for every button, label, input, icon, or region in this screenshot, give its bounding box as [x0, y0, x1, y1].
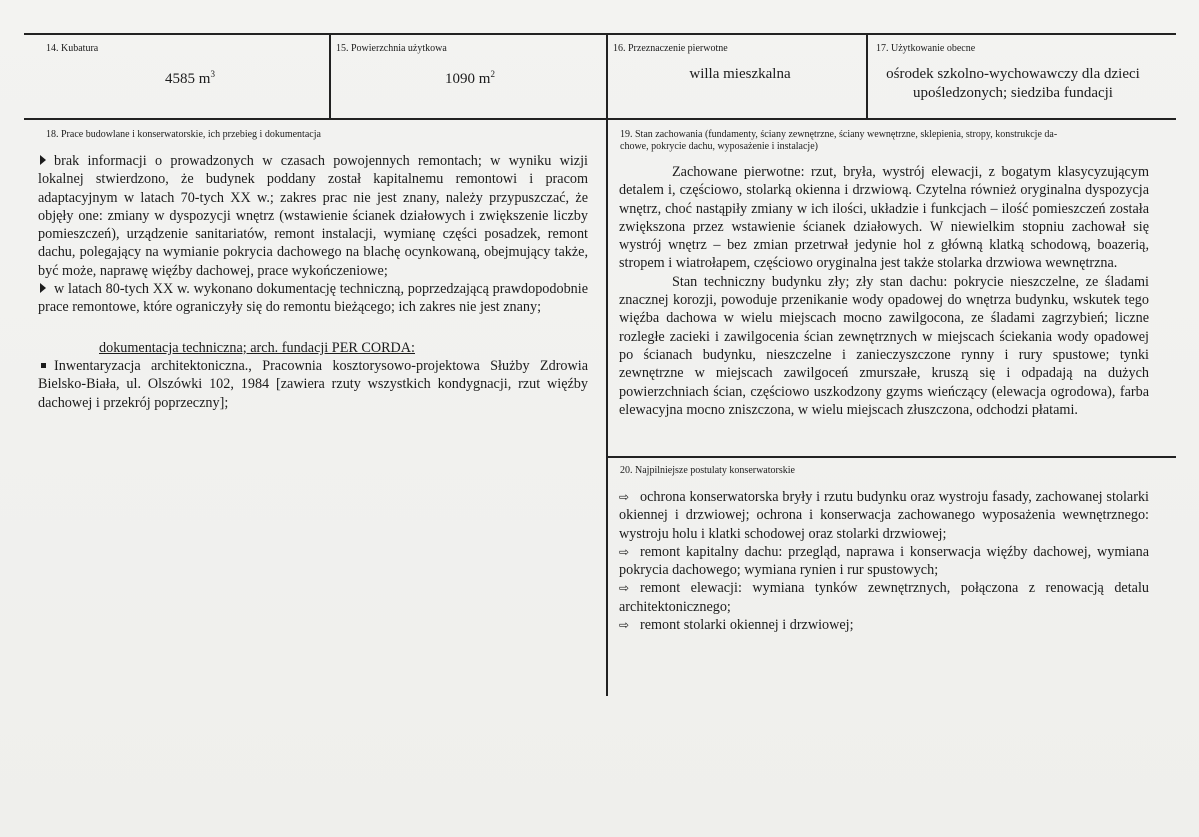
triangle-bullet-icon	[40, 283, 46, 293]
field-15-superscript: 2	[490, 69, 495, 79]
postulate-item	[619, 579, 1149, 616]
field-17-value	[870, 65, 1156, 103]
section-19-label	[620, 129, 1160, 153]
field-14-value	[100, 65, 280, 89]
field-14-superscript: 3	[210, 69, 215, 79]
documentation-item-text: Inwentaryzacja architektoniczna., Pracownia kosztorysowo-projektowa Służby Zdrowia Bielsko-Biała, ul. Olszówki 102, 1984 [zawiera rzuty wszystkich kondygnacji, rzut więźby dachowej i przekrój poprzeczny];	[38, 357, 588, 411]
field-16-value: willa mieszkalna	[689, 66, 791, 82]
field-17-line-1: ośrodek szkolno-wychowawczy dla dzieci	[886, 66, 1140, 82]
arrow-right-icon: ⇨	[619, 544, 630, 559]
main-vertical-divider	[606, 118, 608, 696]
section-19-body	[619, 163, 1149, 419]
section-19-paragraph-2: Stan techniczny budynku zły; zły stan dachu: pokrycie nieszczelne, ze śladami znacznej korozji, powoduje przenikanie wody opadowej do wnętrza budynku, wskutek tego więźba dachowa w wielu miejscach mocno zawilgocona, ze śladami zagrzybień; liczne rozległe zacieki i zawilgocenia ścian zewnętrznych w miejscach ściekania wody opadowej po ścianach budynku, nieszczelne i zanieczyszczone rynny i rury spustowe; tynki zewnętrzne w miejscach zawilgoceń zmurszałe, kruszą się i odpadają na dużych powierzchniach ścian, częściowo uszkodzony gzyms wieńczący (elewacja ogrodowa), farba elewacyjna mocno zniszczona, w wielu miejscach złuszczona, odchodzi płatami.	[619, 273, 1149, 418]
field-15-number: 1090 m	[445, 71, 491, 87]
top-border	[24, 33, 1176, 35]
postulate-item	[619, 488, 1149, 543]
section-18-label: 18. Prace budowlane i konserwatorskie, ich przebieg i dokumentacja	[46, 129, 321, 140]
postulate-item-text: remont kapitalny dachu: przegląd, naprawa i konserwacja więźby dachowej, wymiana pokrycia dachowego; wymiana rynien i rur spustowych;	[619, 543, 1149, 579]
section-18-body	[38, 152, 588, 412]
section-18-item-1	[38, 152, 588, 280]
field-16-label: 16. Przeznaczenie pierwotne	[613, 43, 728, 54]
section-20-label: 20. Najpilniejsze postulaty konserwatorskie	[620, 465, 795, 476]
section-18-item-2-text: w latach 80-tych XX w. wykonano dokumentację techniczną, poprzedzającą prawdopodobnie prace remontowe, które ograniczyły się do remontu bieżącego; ich zakres nie jest znany;	[38, 281, 588, 316]
section-19-label-line-1: 19. Stan zachowania (fundamenty, ściany zewnętrzne, ściany wewnętrzne, sklepienia, stropy, konstrukcje da-	[620, 129, 1058, 140]
field-17-line-2: upośledzonych; siedziba fundacji	[913, 85, 1113, 101]
header-divider-3	[866, 33, 868, 118]
field-15-label: 15. Powierzchnia użytkowa	[336, 43, 447, 54]
field-14-number: 4585 m	[165, 71, 211, 87]
square-bullet-icon	[41, 363, 46, 368]
postulate-item-text: ochrona konserwatorska bryły i rzutu budynku oraz wystroju fasady, zachowanej stolarki okiennej i drzwiowej; ochrona i konserwacja zachowanego wyposażenia wewnętrznego: wystroju holu i klatki schodowej oraz stolarki drzwiowej;	[619, 489, 1149, 542]
section-19-20-divider	[606, 456, 1176, 458]
documentation-heading-text: dokumentacja techniczna; arch. fundacji PER CORDA:	[99, 339, 415, 356]
postulate-item	[619, 616, 1149, 634]
section-18-item-1-text: brak informacji o prowadzonych w czasach powojennych remontach; w wyniku wizji lokalnej stwierdzono, że budynek poddany został kapitalnemu remontowi i pracom adaptacyjnym w latach 70-tych XX w.; zakres prac nie jest znany, należy przypuszczać, że objęły one: zmiany w dyspozycji wnętrz (wstawienie ścianek działowych i zwiększenie liczby pomieszczeń), urządzenie sanitariatów, remont instalacji, wymianę części posadzek, remont dachu, polegający na wymianie pokrycia dachowego na blachę ocynkowaną, obejmujący także, być może, naprawę więźby dachowej, prace wykończeniowe;	[38, 153, 588, 279]
documentation-item	[38, 357, 588, 412]
postulate-item-text: remont elewacji: wymiana tynków zewnętrznych, połączona z renowacją detalu architektonicznego;	[619, 580, 1149, 615]
section-18-item-2	[38, 280, 588, 317]
arrow-right-icon: ⇨	[619, 490, 630, 504]
triangle-bullet-icon	[40, 155, 46, 165]
arrow-right-icon: ⇨	[619, 581, 630, 596]
documentation-heading	[38, 339, 588, 357]
field-14-label: 14. Kubatura	[46, 43, 99, 54]
field-15-value	[380, 65, 560, 89]
header-divider-2	[606, 33, 608, 118]
header-divider-1	[329, 33, 331, 118]
section-19-label-line-2: chowe, pokrycie dachu, wyposażenie i instalacje)	[620, 141, 818, 152]
arrow-right-icon: ⇨	[619, 618, 630, 633]
postulate-item	[619, 543, 1149, 580]
field-17-label: 17. Użytkowanie obecne	[876, 43, 976, 54]
header-bottom-border	[24, 118, 1176, 120]
section-20-body	[619, 488, 1149, 634]
section-19-paragraph-1: Zachowane pierwotne: rzut, bryła, wystrój elewacji, z bogatym klasycyzującym detalem i, częściowo, stolarką okienna i drzwiową. Czytelna również oryginalna dyspozycja wnętrz, choć nastąpiły zmiany w ich ilości, układzie i funkcjach – ilość pomieszczeń została zwiększona przez wstawienie ścianek działowych. W niewielkim stopniu zachował się wystrój wnętrz – bez zmian przetrwał jedynie hol z główną klatką schodową, boazerią, stropem i wiatrołapem, częściowo oryginalna jest także stolarka drzwiowa wewnętrzna.	[619, 164, 1149, 272]
postulate-item-text: remont stolarki okiennej i drzwiowej;	[640, 617, 854, 634]
